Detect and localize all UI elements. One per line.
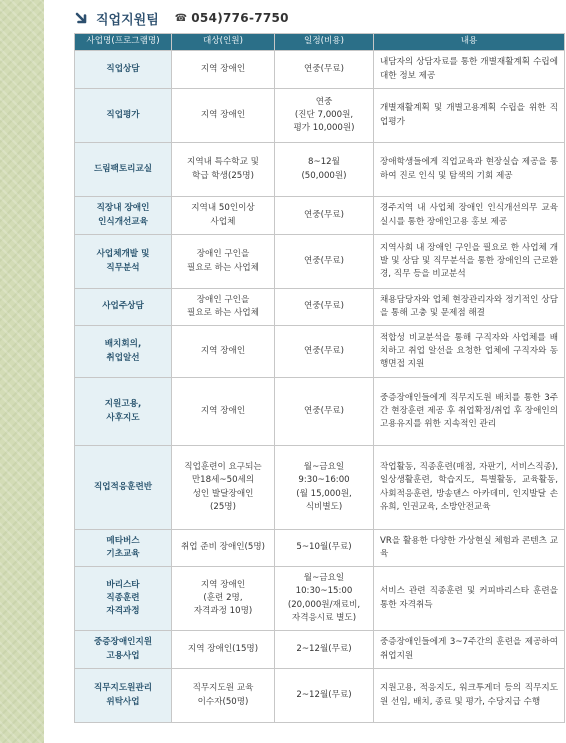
table-header-row xyxy=(75,34,565,51)
page xyxy=(44,0,566,743)
program-target: 지역 장애인 (훈련 2명, 자격과정 10명) xyxy=(172,567,275,631)
program-content: 개별재활계획 및 개별고용계획 수립을 위한 직업평가 xyxy=(374,89,565,143)
program-content: 지역사회 내 장애인 구인을 필요로 한 사업체 개발 및 상담 및 직무분석을 통한 장애인의 근로환경, 직무 등을 비교분석 xyxy=(374,235,565,289)
table-row xyxy=(75,51,565,89)
program-schedule: 2~12월(무료) xyxy=(275,631,374,669)
program-name: 직업상담 xyxy=(75,51,172,89)
program-schedule: 월~금요일 10:30~15:00 (20,000원/재료비, 자격응시료 별도) xyxy=(275,567,374,631)
program-name: 중증장애인지원 고용사업 xyxy=(75,631,172,669)
table-row xyxy=(75,669,565,723)
program-target: 지역내 50인이상 사업체 xyxy=(172,197,275,235)
table-row xyxy=(75,89,565,143)
program-name: 직업적응훈련반 xyxy=(75,446,172,530)
program-name: 메타버스 기초교육 xyxy=(75,530,172,567)
table-row xyxy=(75,530,565,567)
program-schedule: 월~금요일 9:30~16:00 (월 15,000원, 식비별도) xyxy=(275,446,374,530)
section-heading xyxy=(74,9,289,27)
arrow-down-right-icon xyxy=(74,11,88,25)
column-header-schedule: 일정(비용) xyxy=(275,34,374,51)
program-content: 지원고용, 적응지도, 워크투게더 등의 직무지도원 선임, 배치, 종료 및 평가, 수당지급 수행 xyxy=(374,669,565,723)
program-name: 사업주상담 xyxy=(75,289,172,326)
table-row xyxy=(75,567,565,631)
program-schedule: 연중(무료) xyxy=(275,326,374,378)
column-header-content: 내용 xyxy=(374,34,565,51)
program-target: 직업훈련이 요구되는 만18세~50세의 성인 발달장애인 (25명) xyxy=(172,446,275,530)
program-schedule: 연중(무료) xyxy=(275,378,374,446)
program-schedule: 연중(무료) xyxy=(275,289,374,326)
column-header-program: 사업명(프로그램명) xyxy=(75,34,172,51)
program-schedule: 연중(무료) xyxy=(275,51,374,89)
program-schedule: 연중 (진단 7,000원, 평가 10,000원) xyxy=(275,89,374,143)
program-schedule: 8~12월 (50,000원) xyxy=(275,143,374,197)
program-target: 취업 준비 장애인(5명) xyxy=(172,530,275,567)
program-content: 경주지역 내 사업체 장애인 인식개선의무 교육 실시를 통한 장애인고용 홍보 제공 xyxy=(374,197,565,235)
program-target: 지역내 특수학교 및 학급 학생(25명) xyxy=(172,143,275,197)
program-schedule: 연중(무료) xyxy=(275,235,374,289)
program-content: 적합성 비교분석을 통해 구직자와 사업체를 배치하고 취업 알선을 요청한 업체에 구직자와 동행면접 지원 xyxy=(374,326,565,378)
program-target: 장애인 구인을 필요로 하는 사업체 xyxy=(172,235,275,289)
table-row xyxy=(75,197,565,235)
program-name: 사업체개발 및 직무분석 xyxy=(75,235,172,289)
program-name: 바리스타 직종훈련 자격과정 xyxy=(75,567,172,631)
program-name: 직업평가 xyxy=(75,89,172,143)
program-content: 장애학생들에게 직업교육과 현장실습 제공을 통하여 진로 인식 및 탐색의 기회 제공 xyxy=(374,143,565,197)
program-target: 지역 장애인 xyxy=(172,326,275,378)
program-content: 작업활동, 직종훈련(매점, 자판기, 서비스직종), 일상생활훈련, 학습지도, 특별활동, 교육활동, 사회적응훈련, 방송댄스 아카데미, 인지발달 손 유희, 인권교육, 소방안전교육 xyxy=(374,446,565,530)
table-row xyxy=(75,378,565,446)
program-content: 중증장애인들에게 3~7주간의 훈련을 제공하여 취업지원 xyxy=(374,631,565,669)
program-schedule: 5~10월(무료) xyxy=(275,530,374,567)
program-target: 지역 장애인 xyxy=(172,378,275,446)
decorative-side-band xyxy=(0,0,44,743)
program-name: 배치회의, 취업알선 xyxy=(75,326,172,378)
program-content: VR을 활용한 다양한 가상현실 체험과 콘텐츠 교육 xyxy=(374,530,565,567)
program-name: 직무지도원관리 위탁사업 xyxy=(75,669,172,723)
phone-number: 054)776-7750 xyxy=(191,11,289,25)
program-schedule: 2~12월(무료) xyxy=(275,669,374,723)
program-target: 지역 장애인 xyxy=(172,51,275,89)
program-name: 직장내 장애인 인식개선교육 xyxy=(75,197,172,235)
program-content: 중증장애인들에게 직무지도원 배치를 통한 3주간 현장훈련 제공 후 취업확정/취업 후 장애인의 고용유지를 위한 지속적인 관리 xyxy=(374,378,565,446)
program-target: 지역 장애인(15명) xyxy=(172,631,275,669)
program-table xyxy=(74,33,565,723)
program-name: 지원고용, 사후지도 xyxy=(75,378,172,446)
table-row xyxy=(75,235,565,289)
program-content: 서비스 관련 직종훈련 및 커피바리스타 훈련을 통한 자격취득 xyxy=(374,567,565,631)
program-target: 직무지도원 교육 이수자(50명) xyxy=(172,669,275,723)
table-row xyxy=(75,143,565,197)
table-row xyxy=(75,326,565,378)
program-content: 채용담당자와 업체 현장관리자와 정기적인 상담을 통해 고충 및 문제점 해결 xyxy=(374,289,565,326)
table-row xyxy=(75,631,565,669)
column-header-target: 대상(인원) xyxy=(172,34,275,51)
phone-icon: ☎ xyxy=(174,12,188,24)
team-title: 직업지원팀 xyxy=(96,12,159,28)
program-target: 지역 장애인 xyxy=(172,89,275,143)
table-row xyxy=(75,446,565,530)
table-row xyxy=(75,289,565,326)
program-schedule: 연중(무료) xyxy=(275,197,374,235)
program-name: 드림팩토리교실 xyxy=(75,143,172,197)
program-target: 장애인 구인을 필요로 하는 사업체 xyxy=(172,289,275,326)
program-content: 내담자의 상담자료를 통한 개별재활계획 수립에 대한 정보 제공 xyxy=(374,51,565,89)
